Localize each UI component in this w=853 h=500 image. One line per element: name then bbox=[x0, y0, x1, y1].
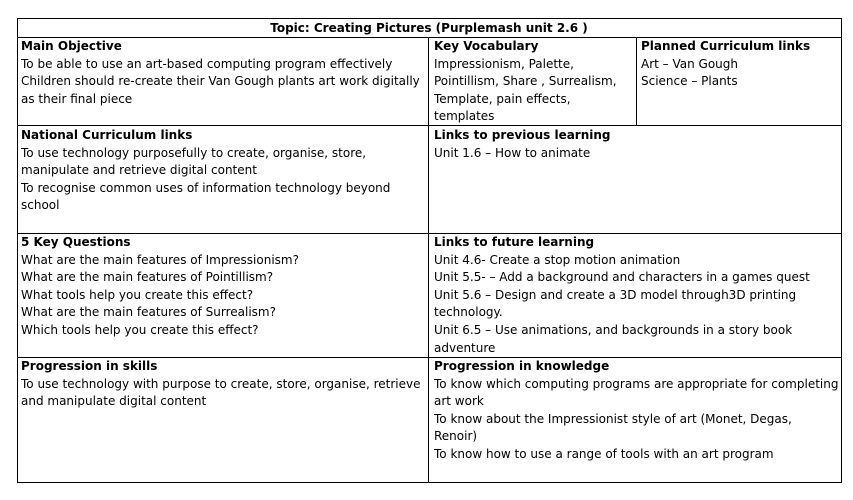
national-curriculum-line: To use technology purposefully to create, organise, store, bbox=[21, 145, 367, 160]
key-questions-heading: 5 Key Questions bbox=[21, 235, 131, 249]
progression-knowledge-line: To know about the Impressionist style of art (Monet, Degas, bbox=[434, 411, 792, 426]
key-question: What tools help you create this effect? bbox=[21, 287, 254, 302]
national-curriculum-heading: National Curriculum links bbox=[21, 128, 193, 142]
key-vocabulary-line: Impressionism, Palette, bbox=[434, 56, 574, 71]
progression-knowledge-heading: Progression in knowledge bbox=[434, 359, 610, 373]
column-divider-top-right bbox=[636, 37, 637, 125]
progression-knowledge-line: To know how to use a range of tools with an art program bbox=[434, 446, 774, 461]
main-objective-cell bbox=[21, 38, 426, 108]
key-vocabulary-line: Template, pain effects, bbox=[434, 91, 571, 106]
page-title: Topic: Creating Pictures (Purplemash unit 2.6 ) bbox=[270, 21, 588, 35]
key-question: What are the main features of Pointillism? bbox=[21, 270, 274, 285]
planned-links-line: Art – Van Gough bbox=[641, 56, 738, 71]
key-vocabulary-line: Pointillism, Share , Surrealism, bbox=[434, 74, 617, 89]
key-questions-cell bbox=[21, 234, 426, 340]
previous-learning-heading: Links to previous learning bbox=[434, 128, 611, 142]
national-curriculum-line: To recognise common uses of information technology beyond bbox=[21, 180, 391, 195]
key-question: What are the main features of Surrealism? bbox=[21, 305, 276, 320]
future-learning-line: Unit 4.6- Create a stop motion animation bbox=[434, 252, 681, 267]
planned-links-heading: Planned Curriculum links bbox=[641, 39, 811, 53]
previous-learning-cell bbox=[434, 127, 839, 162]
key-question: Which tools help you create this effect? bbox=[21, 322, 259, 337]
future-learning-cell bbox=[434, 234, 839, 357]
national-curriculum-line: manipulate and retrieve digital content bbox=[21, 163, 257, 178]
key-vocabulary-line: templates bbox=[434, 109, 495, 124]
progression-skills-line: and manipulate digital content bbox=[21, 394, 207, 409]
main-objective-heading: Main Objective bbox=[21, 39, 122, 53]
row-divider-1 bbox=[17, 125, 842, 126]
main-objective-line: To be able to use an art-based computing program effectively bbox=[21, 56, 393, 71]
previous-learning-line: Unit 1.6 – How to animate bbox=[434, 145, 591, 160]
key-question: What are the main features of Impressionism? bbox=[21, 252, 299, 267]
main-objective-line: Children should re-create their Van Gough plants art work digitally bbox=[21, 74, 420, 89]
future-learning-line: Unit 5.6 – Design and create a 3D model through3D printing bbox=[434, 287, 797, 302]
key-vocabulary-heading: Key Vocabulary bbox=[434, 39, 539, 53]
future-learning-line: Unit 5.5- – Add a background and characters in a games quest bbox=[434, 270, 810, 285]
key-vocabulary-cell bbox=[434, 38, 634, 126]
future-learning-line: adventure bbox=[434, 340, 496, 355]
progression-knowledge-line: Renoir) bbox=[434, 429, 478, 444]
national-curriculum-line: school bbox=[21, 198, 60, 213]
progression-skills-line: To use technology with purpose to create, store, organise, retrieve bbox=[21, 376, 421, 391]
future-learning-line: Unit 6.5 – Use animations, and backgrounds in a story book bbox=[434, 322, 793, 337]
main-objective-line: as their final piece bbox=[21, 91, 133, 106]
future-learning-line: technology. bbox=[434, 305, 503, 320]
future-learning-heading: Links to future learning bbox=[434, 235, 595, 249]
planned-links-line: Science – Plants bbox=[641, 74, 738, 89]
national-curriculum-cell bbox=[21, 127, 426, 215]
progression-knowledge-cell bbox=[434, 358, 839, 464]
progression-skills-cell bbox=[21, 358, 426, 411]
progression-skills-heading: Progression in skills bbox=[21, 359, 158, 373]
planned-links-cell bbox=[641, 38, 839, 91]
column-divider-main bbox=[428, 37, 429, 483]
progression-knowledge-line: To know which computing programs are appropriate for completing bbox=[434, 376, 839, 391]
progression-knowledge-line: art work bbox=[434, 394, 484, 409]
